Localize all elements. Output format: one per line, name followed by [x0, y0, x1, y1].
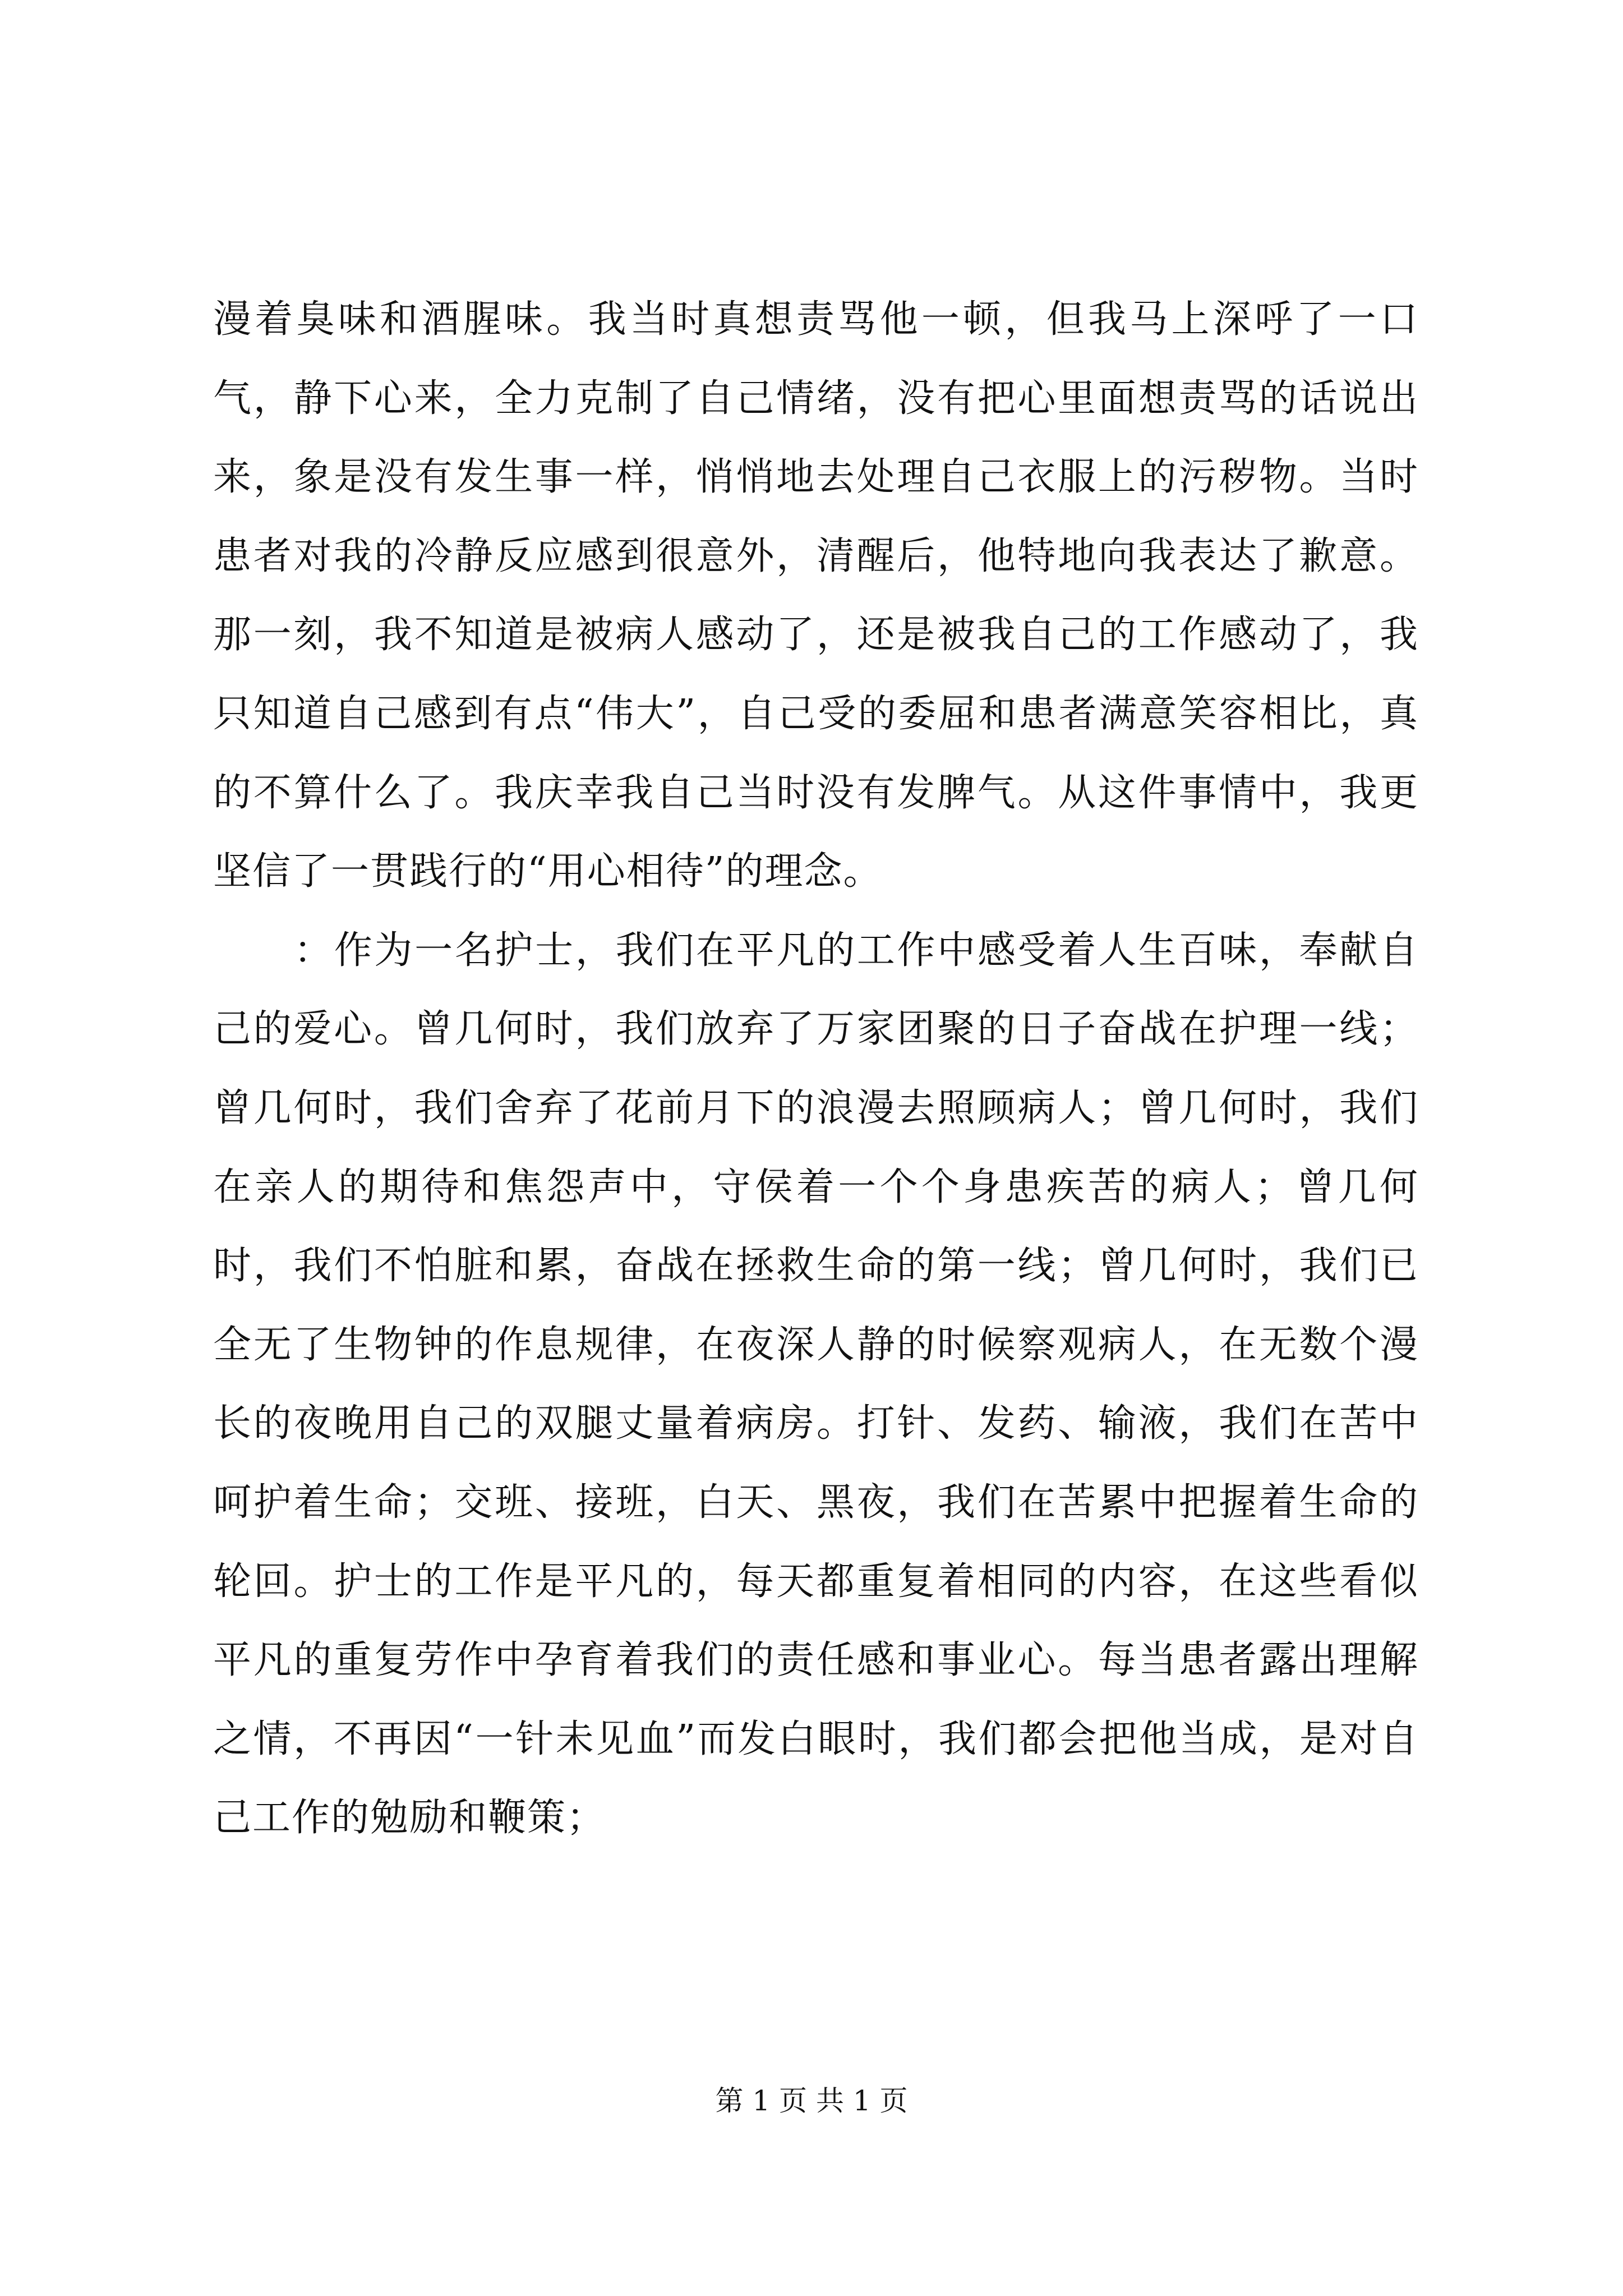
paragraph-nurse-work: ：作为一名护士，我们在平凡的工作中感受着人生百味，奉献自己的爱心。曾几何时，我们放弃了万家团聚的日子奋战在护理一线；曾几何时，我们舍弃了花前月下的浪漫去照顾病人；曾几何时，我们在亲人的期待和焦怨声中，守侯着一个个身患疾苦的病人；曾几何时，我们不怕脏和累，奋战在拯救生命的第一线；曾几何时，我们已全无了生物钟的作息规律，在夜深人静的时候察观病人，在无数个漫长的夜晚用自己的双腿丈量着病房。打针、发药、输液，我们在苦中呵护着生命；交班、接班，白天、黑夜，我们在苦累中把握着生命的轮回。护士的工作是平凡的，每天都重复着相同的内容，在这些看似平凡的重复劳作中孕育着我们的责任感和事业心。每当患者露出理解之情，不再因“一针未见血”而发白眼时，我们都会把他当成，是对自己工作的勉励和鞭策； — [213, 928, 1419, 1841]
paragraph-continued: 漫着臭味和酒腥味。我当时真想责骂他一顿，但我马上深呼了一口气，静下心来，全力克制了自己情绪，没有把心里面想责骂的话说出来，象是没有发生事一样，悄悄地去处理自己衣服上的污秽物。当时患者对我的冷静反应感到很意外，清醒后，他特地向我表达了歉意。那一刻，我不知道是被病人感动了，还是被我自己的工作感动了，我只知道自己感到有点“伟大”，自己受的委屈和患者满意笑容相比，真的不算什么了。我庆幸我自己当时没有发脾气。从这件事情中，我更坚信了一贯践行的“用心相待”的理念。 — [213, 297, 1419, 894]
page-footer: 第 1 页 共 1 页 — [715, 2085, 908, 2117]
document-body — [213, 280, 1419, 1858]
